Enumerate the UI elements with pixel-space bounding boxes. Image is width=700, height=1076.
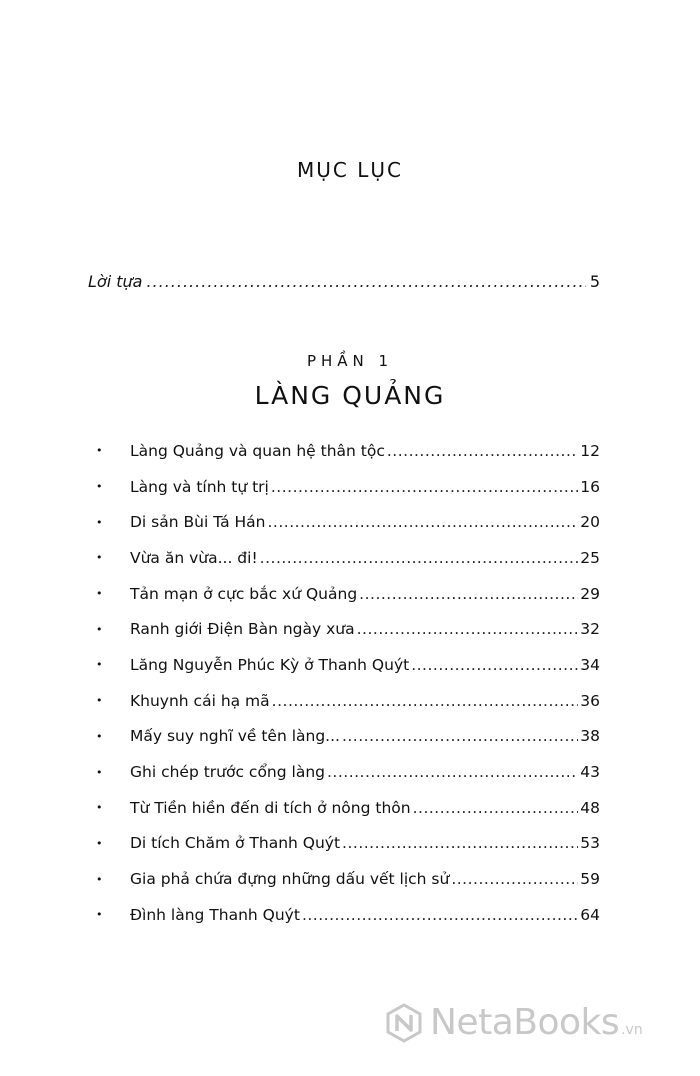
toc-entry-page: 38 <box>580 727 600 746</box>
toc-entry-title: Gia phả chứa đựng những dấu vết lịch sử <box>130 870 450 889</box>
toc-list <box>96 433 600 933</box>
toc-entry[interactable] <box>96 540 600 576</box>
bullet-icon: • <box>96 801 103 815</box>
toc-entry-page: 12 <box>580 441 600 460</box>
preface-label: Lời tựa <box>88 272 143 291</box>
toc-entry-title: Đình làng Thanh Quýt <box>130 905 300 924</box>
toc-entry-page: 53 <box>580 834 600 853</box>
watermark-tld: .vn <box>621 1021 643 1038</box>
toc-entry-page: 20 <box>580 513 600 532</box>
toc-entry-page: 29 <box>580 584 600 603</box>
bullet-icon: • <box>96 480 103 494</box>
toc-entry-title: Mấy suy nghĩ về tên làng... <box>130 727 340 746</box>
toc-entry-page: 34 <box>580 655 600 674</box>
bullet-icon: • <box>96 658 103 672</box>
dot-leader <box>413 799 579 817</box>
bullet-icon: • <box>96 908 103 922</box>
toc-entry-preface[interactable] <box>88 272 600 291</box>
toc-entry-title: Khuynh cái hạ mã <box>130 691 270 710</box>
toc-entry-title: Di sản Bùi Tá Hán <box>130 513 266 532</box>
dot-leader <box>451 870 578 888</box>
dot-leader <box>268 513 579 531</box>
toc-entry-title: Ranh giới Điện Bàn ngày xưa <box>130 620 355 639</box>
dot-leader <box>342 727 578 745</box>
toc-entry[interactable] <box>96 897 600 933</box>
toc-entry[interactable] <box>96 861 600 897</box>
toc-entry[interactable] <box>96 469 600 505</box>
part-label: PHẦN 1 <box>306 352 394 370</box>
part-title: LÀNG QUẢNG <box>254 381 446 410</box>
toc-entry[interactable] <box>96 683 600 719</box>
bullet-icon: • <box>96 551 103 565</box>
watermark-brand: NetaBooks <box>430 1002 620 1043</box>
toc-entry-page: 25 <box>580 548 600 567</box>
bullet-icon: • <box>96 622 103 636</box>
toc-entry-page: 32 <box>580 620 600 639</box>
toc-entry[interactable] <box>96 719 600 755</box>
bullet-icon: • <box>96 765 103 779</box>
bullet-icon: • <box>96 515 103 529</box>
toc-entry[interactable] <box>96 433 600 469</box>
dot-leader <box>359 585 578 603</box>
bullet-icon: • <box>96 872 103 886</box>
bullet-icon: • <box>96 587 103 601</box>
dot-leader <box>260 549 579 567</box>
page-title: MỤC LỤC <box>297 158 403 182</box>
watermark <box>384 1002 643 1043</box>
bullet-icon: • <box>96 444 103 458</box>
toc-entry[interactable] <box>96 754 600 790</box>
bullet-icon: • <box>96 729 103 743</box>
toc-entry[interactable] <box>96 826 600 862</box>
toc-entry-title: Từ Tiền hiền đến di tích ở nông thôn <box>130 798 411 817</box>
toc-entry-page: 59 <box>580 870 600 889</box>
toc-entry-page: 64 <box>580 905 600 924</box>
dot-leader <box>271 478 578 496</box>
toc-entry[interactable] <box>96 647 600 683</box>
preface-page-number: 5 <box>589 272 600 291</box>
toc-entry-page: 48 <box>580 798 600 817</box>
bullet-icon: • <box>96 836 103 850</box>
toc-entry-title: Tản mạn ở cực bắc xứ Quảng <box>130 584 358 603</box>
toc-entry[interactable] <box>96 790 600 826</box>
dot-leader <box>342 834 578 852</box>
toc-entry-page: 43 <box>580 763 600 782</box>
dot-leader <box>327 763 578 781</box>
toc-entry-title: Vừa ăn vừa... đi! <box>130 548 258 567</box>
dot-leader <box>302 906 578 924</box>
dot-leader <box>357 620 579 638</box>
toc-entry[interactable] <box>96 576 600 612</box>
toc-entry[interactable] <box>96 504 600 540</box>
toc-entry-page: 16 <box>580 477 600 496</box>
bullet-icon: • <box>96 694 103 708</box>
netabooks-logo-icon <box>384 1003 424 1043</box>
toc-entry-title: Di tích Chăm ở Thanh Quýt <box>130 834 341 853</box>
toc-entry-page: 36 <box>580 691 600 710</box>
toc-entry-title: Làng Quảng và quan hệ thân tộc <box>130 441 385 460</box>
toc-entry-title: Lăng Nguyễn Phúc Kỳ ở Thanh Quýt <box>130 655 410 674</box>
dot-leader <box>146 272 585 291</box>
dot-leader <box>411 656 578 674</box>
toc-entry-title: Ghi chép trước cổng làng <box>130 763 325 782</box>
toc-entry-title: Làng và tính tự trị <box>130 477 269 496</box>
dot-leader <box>387 442 578 460</box>
dot-leader <box>272 692 579 710</box>
toc-entry[interactable] <box>96 611 600 647</box>
